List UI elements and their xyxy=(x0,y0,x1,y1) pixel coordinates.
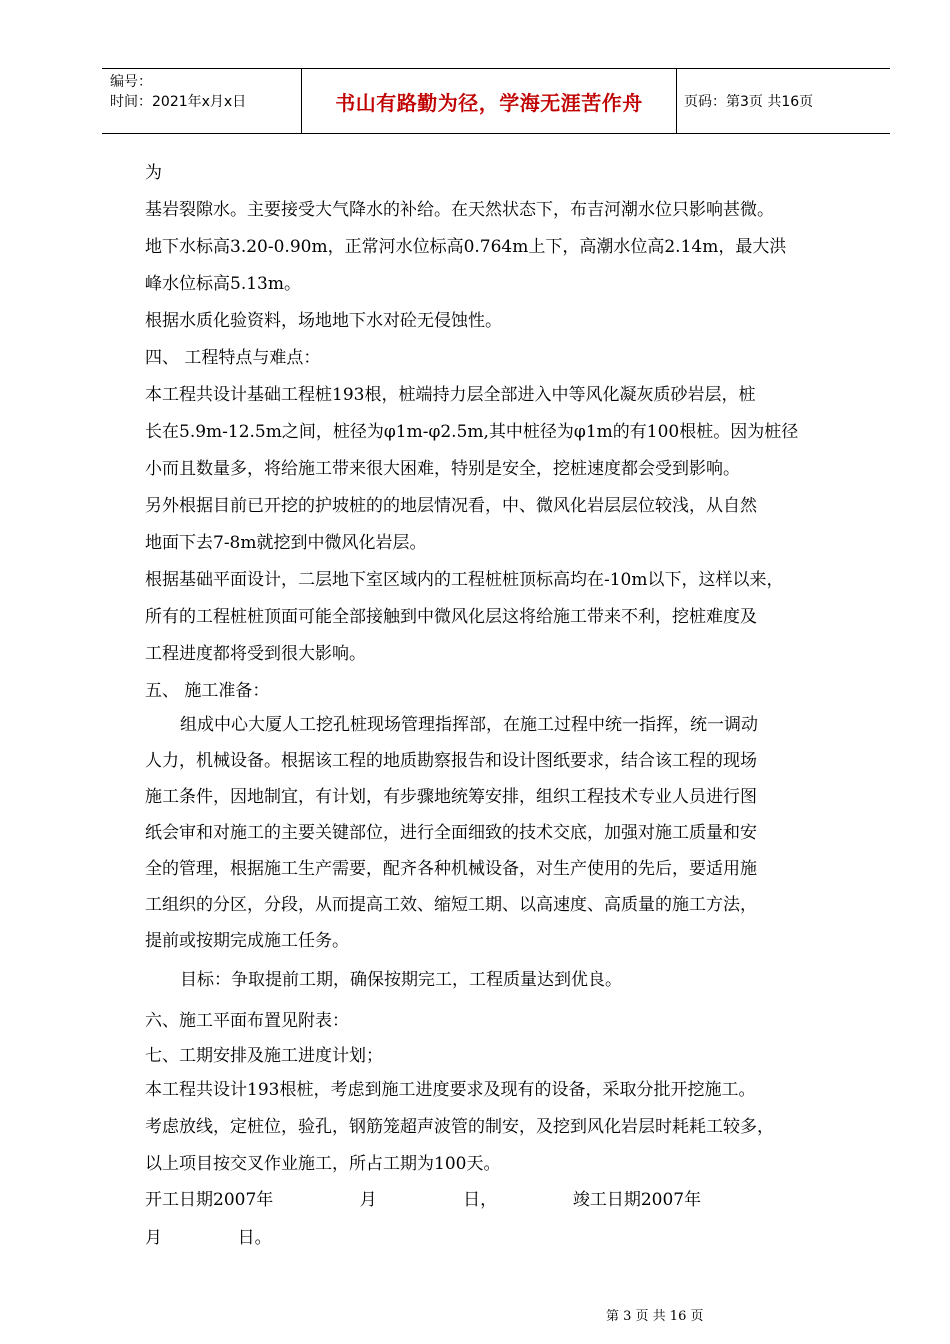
time-label: 时间：2021年x月x日 xyxy=(110,94,247,110)
body-line: 小而且数量多，将给施工带来很大困难，特别是安全，挖桩速度都会受到影响。 xyxy=(145,459,740,479)
section-heading: 四、 工程特点与难点： xyxy=(145,348,321,368)
body-line: 施工条件，因地制宜，有计划，有步骤地统筹安排，组织工程技术专业人员进行图 xyxy=(145,787,757,807)
header-page-info: 页码：第3页 共16页 xyxy=(684,94,814,110)
body-line: 人力，机械设备。根据该工程的地质勘察报告和设计图纸要求，结合该工程的现场 xyxy=(145,751,757,771)
body-line: 工程进度都将受到很大影响。 xyxy=(145,644,366,664)
body-line: 本工程共设计基础工程桩193根，桩端持力层全部进入中等风化凝灰质砂岩层，桩 xyxy=(145,385,756,405)
body-line: 以上项目按交叉作业施工，所占工期为100天。 xyxy=(145,1154,501,1174)
section-heading: 五、 施工准备： xyxy=(145,681,270,701)
section-heading: 七、工期安排及施工进度计划； xyxy=(145,1046,383,1066)
body-line: 所有的工程桩桩顶面可能全部接触到中微风化层这将给施工带来不利，挖桩难度及 xyxy=(145,607,757,627)
body-line: 地下水标高3.20-0.90m，正常河水位标高0.764m上下，高潮水位高2.14m，最大洪 xyxy=(145,237,787,257)
body-line: 目标：争取提前工期，确保按期完工，工程质量达到优良。 xyxy=(180,970,622,990)
body-line: 本工程共设计193根桩，考虑到施工进度要求及现有的设备，采取分批开挖施工。 xyxy=(145,1080,756,1100)
body-line: 提前或按期完成施工任务。 xyxy=(145,931,349,951)
body-line: 全的管理，根据施工生产需要，配齐各种机械设备，对生产使用的先后，要适用施 xyxy=(145,859,757,879)
body-line: 基岩裂隙水。主要接受大气降水的补给。在天然状态下，布吉河潮水位只影响甚微。 xyxy=(145,200,774,220)
body-line: 根据水质化验资料，场地地下水对砼无侵蚀性。 xyxy=(145,311,502,331)
body-line: 月 日。 xyxy=(145,1228,272,1248)
header-divider xyxy=(676,69,677,133)
number-label: 编号： xyxy=(110,74,152,90)
header-motto: 书山有路勤为径，学海无涯苦作舟 xyxy=(335,90,643,115)
body-line: 根据基础平面设计，二层地下室区域内的工程桩桩顶标高均在-10m以下，这样以来， xyxy=(145,570,784,590)
page-header xyxy=(102,68,890,134)
body-line: 组成中心大厦人工挖孔桩现场管理指挥部，在施工过程中统一指挥，统一调动 xyxy=(180,715,758,735)
body-line: 另外根据目前已开挖的护坡桩的的地层情况看，中、微风化岩层层位较浅，从自然 xyxy=(145,496,757,516)
body-line: 峰水位标高5.13m。 xyxy=(145,274,301,294)
body-line: 为 xyxy=(145,163,162,183)
body-line: 纸会审和对施工的主要关键部位，进行全面细致的技术交底，加强对施工质量和安 xyxy=(145,823,757,843)
footer-page-number: 第 3 页 共 16 页 xyxy=(606,1309,704,1324)
header-meta xyxy=(110,72,246,112)
body-line: 长在5.9m-12.5m之间，桩径为φ1m-φ2.5m,其中桩径为φ1m的有100根桩。因为桩径 xyxy=(145,422,799,442)
body-line: 工组织的分区，分段，从而提高工效、缩短工期、以高速度、高质量的施工方法， xyxy=(145,895,757,915)
body-line: 考虑放线，定桩位，验孔，钢筋笼超声波管的制安，及挖到风化岩层时耗耗工较多， xyxy=(145,1117,774,1137)
body-line: 开工日期2007年 月 日， 竣工日期2007年 xyxy=(145,1190,702,1210)
body-line: 地面下去7-8m就挖到中微风化岩层。 xyxy=(145,533,427,553)
section-heading: 六、施工平面布置见附表： xyxy=(145,1011,349,1031)
